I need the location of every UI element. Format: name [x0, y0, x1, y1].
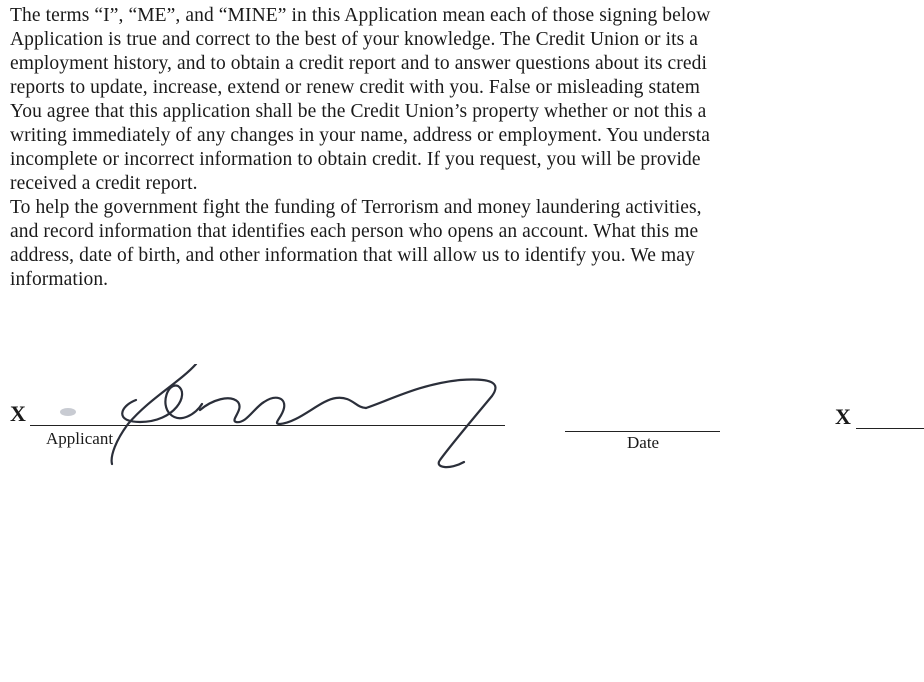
paragraph-2-line-1: To help the government fight the funding of Terrorism and money laundering activities,: [10, 197, 702, 218]
paragraph-1-line-4: reports to update, increase, extend or renew credit with you. False or misleading statem: [10, 77, 701, 98]
paragraph-1-line-1: The terms “I”, “ME”, and “MINE” in this Application mean each of those signing below: [10, 5, 711, 26]
date-caption: Date: [627, 433, 660, 452]
co-applicant-signature-line[interactable]: [856, 428, 924, 429]
paragraph-2-line-2: and record information that identifies each person who opens an account. What this me: [10, 221, 699, 242]
paragraph-2-line-3: address, date of birth, and other information that will allow us to identify you. We may: [10, 245, 695, 266]
paragraph-1-line-6: writing immediately of any changes in your name, address or employment. You understa: [10, 125, 710, 146]
co-applicant-x-mark: X: [835, 404, 851, 429]
applicant-signature-image: [40, 364, 510, 474]
date-line[interactable]: [565, 431, 720, 432]
paragraph-1-line-7: incomplete or incorrect information to obtain credit. If you request, you will be provide: [10, 149, 701, 170]
paragraph-1-line-8: received a credit report.: [10, 173, 198, 194]
paragraph-2-line-4: information.: [10, 269, 109, 290]
paragraph-1-line-2: Application is true and correct to the best of your knowledge. The Credit Union or its a: [10, 29, 699, 50]
paragraph-1-line-3: employment history, and to obtain a credit report and to answer questions about its credi: [10, 53, 708, 74]
applicant-caption: Applicant: [46, 429, 114, 448]
applicant-x-mark: X: [10, 401, 26, 426]
paragraph-1-line-5: You agree that this application shall be the Credit Union’s property whether or not this a: [10, 101, 707, 122]
